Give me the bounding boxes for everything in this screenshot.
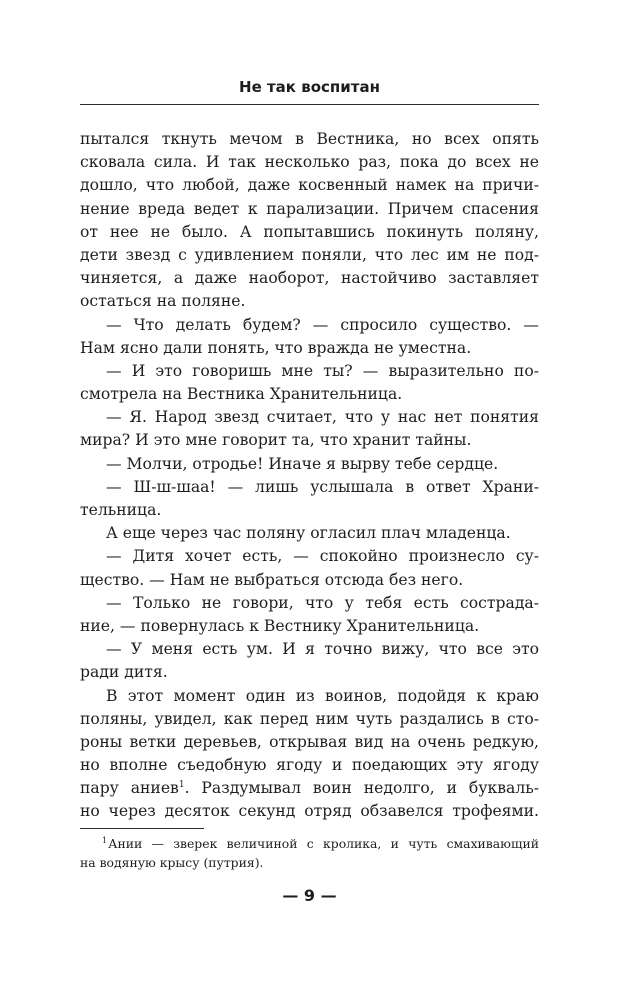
- text-line: остаться на поляне.: [80, 292, 246, 311]
- text-line: ние, — повернулась к Вестнику Хранительница.: [80, 616, 480, 635]
- text-line: но вполне съедобную ягоду и поедающих эту ягоду: [80, 756, 539, 775]
- text-line: от нее не было. А попытавшись покинуть поляну,: [80, 222, 539, 241]
- text-line: поляны, увидел, как перед ним чуть раздались в сто-: [80, 709, 539, 728]
- text-line: пытался ткнуть мечом в Вестника, но всех опять: [80, 130, 539, 148]
- footnote-text: Ании — зверек величиной с кролика, и чуть смахивающий: [108, 836, 539, 851]
- text-line: — Молчи, отродье! Иначе я вырву тебе сердце.: [106, 454, 499, 473]
- text-line: — Только не говори, что у тебя есть сострада-: [106, 593, 539, 612]
- text-line: — Я. Народ звезд считает, что у нас нет понятия: [106, 408, 539, 427]
- text-line: чиняется, а даже наоборот, настойчиво заставляет: [80, 269, 539, 288]
- text-line: но через десяток секунд отряд обзавелся трофеями.: [80, 802, 539, 821]
- footnote-rule: [80, 828, 204, 829]
- header-rule: [80, 104, 539, 105]
- text-line: В этот момент один из воинов, подойдя к краю: [106, 686, 539, 705]
- text-line: смотрела на Вестника Хранительница.: [80, 385, 403, 404]
- footnote-reference[interactable]: 1: [178, 780, 185, 791]
- text-line: дети звезд с удивлением поняли, что лес им не под-: [80, 245, 539, 264]
- text-line: Нам ясно дали понять, что вражда не уместна.: [80, 338, 472, 357]
- text-line: — Что делать будем? — спросило существо. —: [106, 315, 539, 334]
- footnote-line: [80, 834, 539, 853]
- text-line: щество. — Нам не выбраться отсюда без него.: [80, 570, 464, 589]
- text-line: дошло, что любой, даже косвенный намек на причи-: [80, 176, 539, 195]
- text-fragment: пару аниев: [80, 779, 179, 798]
- text-line-with-footnote: [80, 777, 539, 800]
- text-line: — У меня есть ум. И я точно вижу, что все это: [106, 640, 539, 659]
- text-line: сковала сила. И так несколько раз, пока до всех не: [80, 153, 539, 172]
- page-number: — 9 —: [282, 886, 337, 905]
- text-line: тельница.: [80, 501, 162, 519]
- text-line: — И это говоришь мне ты? — выразительно по-: [106, 361, 539, 380]
- text-line: А еще через час поляну огласил плач младенца.: [106, 524, 511, 543]
- text-line: мира? И это мне говорит та, что хранит тайны.: [80, 431, 472, 450]
- text-line: нение вреда ведет к парализации. Причем спасения: [80, 199, 539, 218]
- text-line: ради дитя.: [80, 663, 168, 682]
- text-line: — Дитя хочет есть, — спокойно произнесло су-: [106, 547, 539, 566]
- footnote: [80, 834, 539, 872]
- text-line: роны ветки деревьев, открывая вид на очень редкую,: [80, 732, 539, 751]
- footnote-line: на водяную крысу (путрия).: [80, 855, 264, 870]
- running-title: Не так воспитан: [239, 78, 380, 96]
- text-line: — Ш-ш-шаа! — лишь услышала в ответ Храни-: [106, 477, 539, 496]
- footnote-number: 1: [102, 835, 108, 845]
- text-fragment: . Раздумывал воин недолго, и букваль-: [184, 779, 539, 798]
- body-text: [80, 128, 539, 824]
